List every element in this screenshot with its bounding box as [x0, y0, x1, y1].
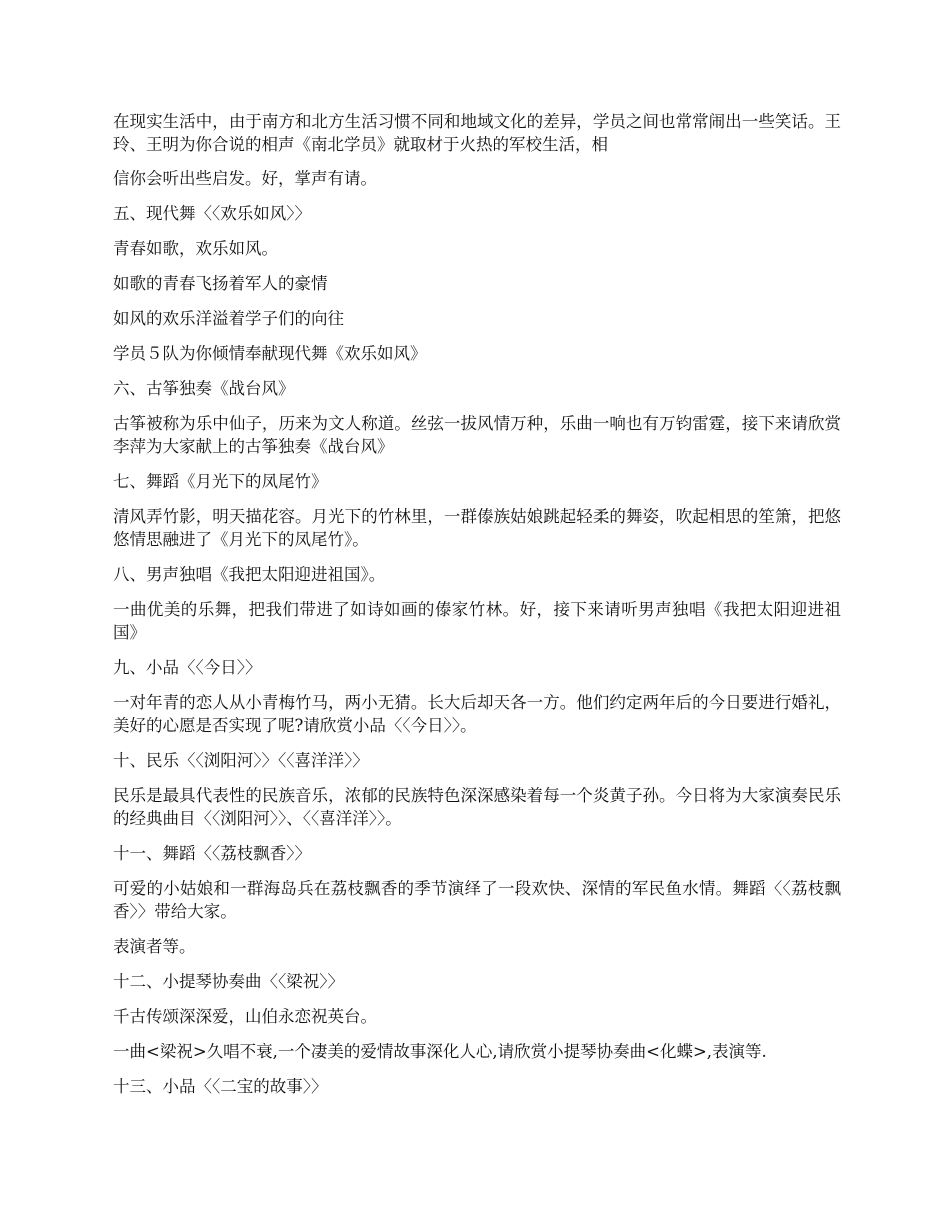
paragraph-crosstalk-invite: 信你会听出些启发。好，掌声有请。	[113, 169, 377, 188]
heading-program-11: 十一、舞蹈〈〈荔枝飘香〉〉	[113, 844, 311, 863]
paragraph-team5-dance: 学员５队为你倾情奉献现代舞《欢乐如风》	[113, 344, 427, 363]
paragraph-guzheng-intro: 古筝被称为乐中仙子，历来为文人称道。丝弦一拔风情万种，乐曲一响也有万钧雷霆，接下来请欣赏李萍为大家献上的古筝独奏《战台风》	[113, 414, 841, 456]
heading-program-7: 七、舞蹈《月光下的凤尾竹》	[113, 472, 328, 491]
heading-program-6: 六、古筝独奏《战台风》	[113, 379, 295, 398]
paragraph-violin-concerto-intro: 一曲<梁祝>久唱不衰,一个凄美的爱情故事深化人心,请欣赏小提琴协奏曲<化蝶>,表演等.	[113, 1042, 767, 1061]
paragraph-youth-song: 青春如歌，欢乐如风。	[113, 239, 278, 258]
paragraph-sketch-today: 一对年青的恋人从小青梅竹马，两小无猜。长大后却天各一方。他们约定两年后的今日要进行婚礼，美好的心愿是否实现了呢?请欣赏小品〈〈今日〉〉。	[113, 693, 841, 735]
paragraph-folk-music: 民乐是最具代表性的民族音乐，浓郁的民族特色深深感染着每一个炎黄子孙。今日将为大家演奏民乐的经典曲目〈〈浏阳河〉〉、〈〈喜洋洋〉〉。	[113, 786, 841, 828]
paragraph-performers: 表演者等。	[113, 937, 196, 956]
paragraph-butterfly-lovers-verse: 千古传颂深深爱，山伯永恋祝英台。	[113, 1007, 377, 1026]
paragraph-crosstalk-intro: 在现实生活中，由于南方和北方生活习惯不同和地域文化的差异，学员之间也常常闹出一些笑话。王玲、王明为你合说的相声《南北学员》就取材于火热的军校生活，相	[113, 112, 841, 154]
heading-program-12: 十二、小提琴协奏曲〈〈梁祝〉〉	[113, 972, 344, 991]
document-page	[113, 110, 841, 1110]
heading-program-13: 十三、小品〈〈二宝的故事〉〉	[113, 1077, 328, 1096]
heading-program-5: 五、现代舞〈〈欢乐如风〉〉	[113, 204, 311, 223]
paragraph-joy-aspiration: 如风的欢乐洋溢着学子们的向往	[113, 309, 344, 328]
heading-program-8: 八、男声独唱《我把太阳迎进祖国》。	[113, 565, 386, 584]
paragraph-bamboo-dance: 清风弄竹影，明天描花容。月光下的竹林里，一群傣族姑娘跳起轻柔的舞姿，吹起相思的笙箫，把悠悠情思融进了《月光下的凤尾竹》。	[113, 507, 841, 549]
paragraph-male-solo-intro: 一曲优美的乐舞，把我们带进了如诗如画的傣家竹林。好，接下来请听男声独唱《我把太阳迎进祖国》	[113, 600, 841, 642]
paragraph-youth-passion: 如歌的青春飞扬着军人的豪情	[113, 274, 328, 293]
paragraph-lychee-dance: 可爱的小姑娘和一群海岛兵在荔枝飘香的季节演绎了一段欢快、深情的军民鱼水情。舞蹈〈〈荔枝飘香〉〉带给大家。	[113, 879, 841, 921]
heading-program-10: 十、民乐〈〈浏阳河〉〉〈〈喜洋洋〉〉	[113, 751, 369, 770]
heading-program-9: 九、小品〈〈今日〉〉	[113, 658, 262, 677]
